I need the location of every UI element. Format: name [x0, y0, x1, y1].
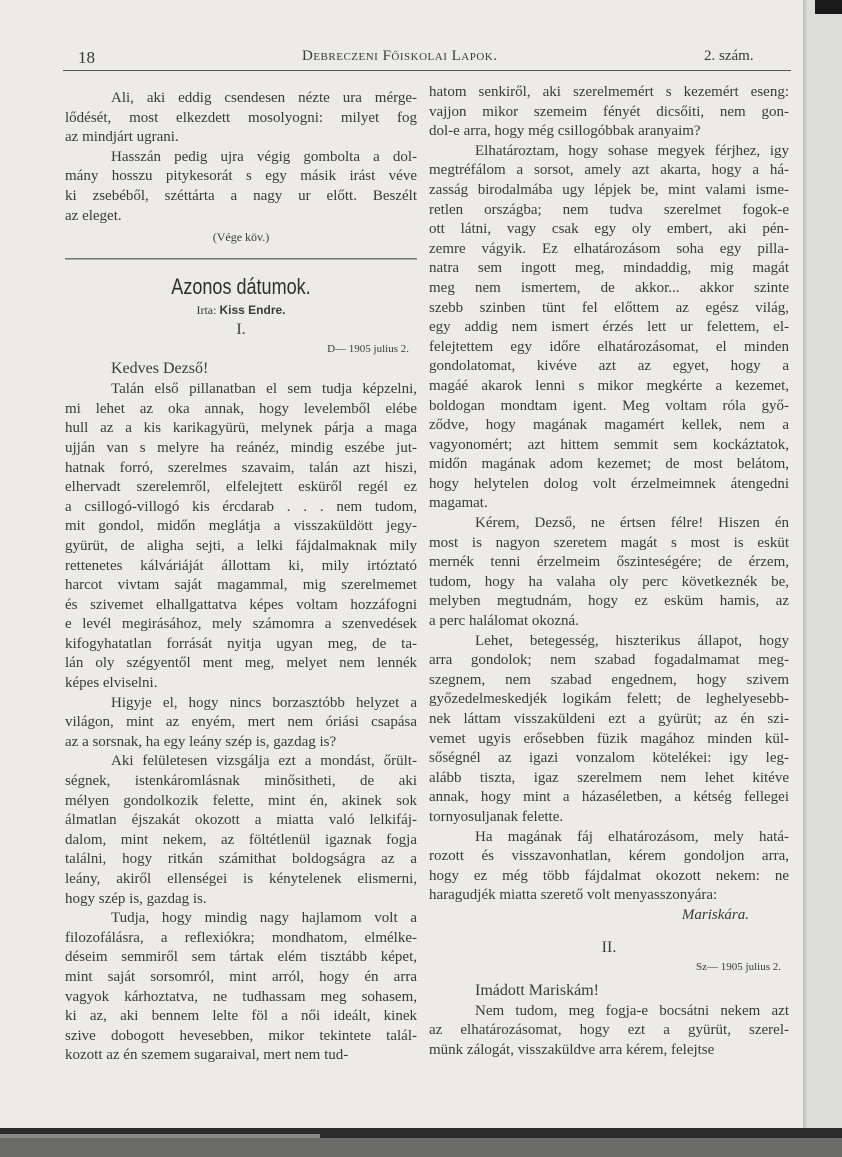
- text-line: ki az, aki bennem lelte föl a női ideált, kinek: [65, 1008, 417, 1025]
- text-line: ujján van s melyre ha reánéz, mindig eszébe jut-: [65, 439, 417, 456]
- page-number: 18: [78, 48, 95, 67]
- text-line: szebb szinben tünt fel előttem az egész világ,: [429, 299, 789, 316]
- text-line: magamat.: [429, 495, 488, 512]
- scan-bottom-gray: [0, 1138, 842, 1157]
- text-line: zasság birodalmába ugy lépjek be, mint valami isme-: [429, 181, 789, 198]
- text-line: ki zsebéből, széttárta a nagy ur előtt. Beszélt: [65, 187, 417, 204]
- paragraph: [65, 694, 417, 753]
- byline-prefix: Irta:: [196, 303, 217, 318]
- text-line: déseim semmiről sem tártak elém tisztább képet,: [65, 949, 417, 966]
- letter-1-numeral: I.: [236, 321, 246, 339]
- text-line: mi lehet az oka annak, hogy levelemből elébe: [65, 400, 417, 417]
- text-line: midőn magának adom kezemet; de most belátom,: [429, 456, 789, 473]
- author-name: Kiss Endre.: [219, 303, 286, 318]
- header-rule: [63, 70, 791, 71]
- text-line: álmatlan éjszakát okozott a miatta való lelkifáj-: [65, 812, 417, 829]
- byline: [65, 300, 417, 320]
- text-line: most is nagyon szeretem magát s most is esküt: [429, 534, 789, 551]
- paragraph: [65, 752, 417, 909]
- text-line: natra sem ingott meg, mindaddig, mig magát: [429, 260, 789, 277]
- text-line: a perc halálomat okozná.: [429, 613, 579, 630]
- text-line: magáé akarok lenni s mikor megkérte a kezemet,: [429, 377, 789, 394]
- text-line: mint saját sorsomról, mint arról, hogy én arra: [65, 968, 417, 985]
- text-line: hull az a kis karikagyürü, melynek párja a maga: [65, 420, 417, 437]
- text-line: hogy helytelen dolog volt érzelmeimnek átengedni: [429, 475, 789, 492]
- issue-number: 2. szám.: [704, 48, 754, 64]
- text-line: meg nem ismertem, de akkor... akkor szinte: [429, 279, 789, 296]
- text-line: Kérem, Dezső, ne értsen félre! Hiszen én: [475, 515, 789, 532]
- paragraph: [65, 380, 417, 694]
- text-line: az elhatározásomat, hogy ezt a gyürüt, szerel-: [429, 1022, 789, 1039]
- text-line: mernék tenni érzelmeim őszinteségére; de érzem,: [429, 554, 789, 571]
- text-line: vagyonomért; azt hittem semmit sem kockáztatok,: [429, 436, 789, 453]
- text-line: Hasszán pedig ujra végig gombolta a dol-: [111, 148, 417, 165]
- text-line: vajjon mikor szemeim fényét dicsőiti, nem gon-: [429, 103, 789, 120]
- text-line: boldogan mondtam igent. Meg voltam róla győ-: [429, 397, 789, 414]
- paragraph: [429, 828, 789, 906]
- text-line: mélyen gondolkozik felette, mint én, akinek sok: [65, 792, 417, 809]
- text-line: Higyje el, hogy nincs borzasztóbb helyzet a: [111, 694, 417, 711]
- text-line: gondolatomat, kivéve azt az egyet, hogy a: [429, 358, 789, 375]
- scan-corner-shadow: [815, 0, 842, 14]
- paragraph: [65, 909, 417, 1066]
- text-line: kifogyhatatlan forrását nyitja ugyan meg, de ta-: [65, 635, 417, 652]
- text-line: hogy ez még több fájdalmat okozott nekem: ne: [429, 867, 789, 884]
- text-line: arra gondolok; nem szabad fogadalmamat meg-: [429, 652, 789, 669]
- paragraph: [429, 514, 789, 632]
- letter-1-date: D— 1905 julius 2.: [327, 343, 409, 356]
- paragraph: [429, 632, 789, 828]
- text-line: tornyosuljanak felette.: [429, 808, 564, 825]
- text-line: a csillogó-villogó kis ércdarab . . . nem tudom,: [65, 498, 417, 515]
- left-column: [65, 89, 417, 1066]
- text-line: e levél megirásához, mely számomra a szenvedések: [65, 616, 417, 633]
- text-line: rozott és visszavonhatlan, kérem gondoljon arra,: [429, 848, 789, 865]
- text-line: ségnek, istenkáromlásnak minősitheti, de aki: [65, 773, 417, 790]
- text-line: haragudjék miatta szerető volt menyasszonyára:: [429, 887, 718, 904]
- text-line: szegnem, nem szabad engednem, hogy szivem: [429, 671, 789, 688]
- text-line: Tudja, hogy mindig nagy hajlamom volt a: [111, 910, 417, 927]
- text-line: harcot vivtam saját magammal, mig szerelmemet: [65, 577, 417, 594]
- paragraph: [65, 89, 417, 148]
- text-line: Ali, aki eddig csendesen nézte ura mérge-: [111, 90, 417, 106]
- letter-2-numeral: II.: [601, 938, 617, 956]
- right-column: [429, 83, 789, 1060]
- text-line: ott látni, vagy csak egy oly embert, aki pén-: [429, 221, 789, 238]
- text-line: megtréfálom a sorsot, amely azt akarta, hogy a há-: [429, 162, 789, 179]
- section-divider: [65, 258, 417, 260]
- text-line: Lehet, betegesség, hiszterikus állapot, hogy: [475, 632, 789, 649]
- text-line: Nem tudom, meg fogja-e bocsátni nekem azt: [475, 1002, 789, 1019]
- letter-2-body: [429, 1002, 789, 1061]
- text-line: alább tiszta, igaz szerelmem nem lehet kitéve: [429, 769, 789, 786]
- underlying-page: [807, 0, 842, 1130]
- text-line: hatom senkiről, aki szerelmemért s kezemért eseng:: [429, 84, 789, 100]
- paragraph: [429, 1002, 789, 1061]
- text-line: sőségnél az igazi vonzalom kötelékei: igy leg-: [429, 750, 789, 767]
- text-line: egy addig nem ismert érzés lett ur felettem, el-: [429, 319, 789, 336]
- paragraph: [65, 148, 417, 226]
- text-line: gyürüt, de aligha sejti, a lelki fájdalmaknak mily: [65, 537, 417, 554]
- text-line: elhervadt szerelemről, elfelejtett esküről regél ez: [65, 479, 417, 496]
- text-line: münk zálogát, visszaküldve arra kérem, felejtse: [429, 1041, 715, 1058]
- text-line: felejtettem egy időre elhatározásomat, el minden: [429, 338, 789, 355]
- text-line: rettenetes kálváriáját állottam ki, mily irtóztató: [65, 557, 417, 574]
- text-line: vagyok kárhoztatva, ne tudhassam meg sohasem,: [65, 988, 417, 1005]
- text-line: Elhatároztam, hogy sohase megyek férjhez, igy: [475, 142, 789, 159]
- text-line: lődését, most elkezdett mosolyogni: milyet fog: [65, 109, 417, 126]
- text-line: hatnak forró, szerelmes szavaim, talán azt hiszi,: [65, 459, 417, 476]
- text-line: és szivemet elhallgattatva képes voltam hozzáfogni: [65, 596, 417, 613]
- text-line: Talán első pillanatban el sem tudja képzelni,: [111, 381, 417, 398]
- text-line: leány, akiről ellenségei is kénytelenek elismerni,: [65, 871, 417, 887]
- text-line: nek láttam visszaküldeni ezt a gyürüt; az én szi-: [429, 711, 789, 727]
- text-line: Ha magának fáj elhatározásom, mely hatá-: [475, 828, 789, 845]
- text-line: képes elviselni.: [65, 675, 158, 692]
- paragraph: [429, 142, 789, 514]
- text-line: melyben megtudnám, hogy ez esküm hamis, az: [429, 593, 789, 610]
- paragraph: [429, 83, 789, 142]
- text-line: tudom, hogy ha valaha oly perc következnék be,: [429, 573, 789, 590]
- continued-note: (Vége köv.): [212, 230, 270, 245]
- text-line: annak, hogy mint a házaséletben, a kétség fellegei: [429, 789, 789, 806]
- letter-2-salutation: Imádott Mariskám!: [475, 981, 599, 999]
- letter-1-body-left: [65, 380, 417, 1066]
- previous-story-ending: [65, 89, 417, 226]
- text-line: kozott az én szemem sugaraival, mert nem tud-: [65, 1047, 349, 1064]
- text-line: dalom, mint nekem, az föltétlenül igaznak fogja: [65, 831, 417, 848]
- text-line: az a sorsnak, ha egy leány szép is, gazdag is?: [65, 733, 337, 750]
- text-line: dol-e arra, hogy még csillogóbbak aranyaim?: [429, 123, 701, 140]
- letter-1-salutation: Kedves Dezső!: [111, 360, 209, 378]
- journal-title: Debreczeni Főiskolai Lapok.: [302, 48, 498, 64]
- text-line: Aki felületesen vizsgálja ezt a mondást, őrült-: [111, 753, 417, 770]
- text-line: szive dobogott hevesebben, mikor tekintete talál-: [65, 1027, 417, 1044]
- letter-1-signature: Mariskára.: [681, 906, 749, 923]
- text-line: mány hosszu pitykesorát s egy másik irást véve: [65, 168, 417, 185]
- article-title: Azonos dátumok.: [171, 274, 311, 300]
- text-line: ződve, hogy magának magamért kellek, nem a: [429, 417, 789, 434]
- text-line: az mindjárt ugrani.: [65, 129, 179, 146]
- letter-1-body-right: [429, 83, 789, 906]
- text-line: találni, hogy ritkán számithat boldogságra az a: [65, 851, 417, 868]
- text-line: győzedelmeskedjék logikám felett; de leghelyesebb-: [429, 691, 789, 708]
- text-line: zemre vágyik. Ez elhatározásom soha egy pilla-: [429, 240, 789, 257]
- text-line: világon, mint az enyém, mert nem óriási csapása: [65, 714, 417, 731]
- text-line: retlen országba; nem tudva szerelmet fogok-e: [429, 201, 789, 218]
- text-line: mit gondol, midőn meglátja a visszaküldött jegy-: [65, 518, 417, 535]
- text-line: vemet ugyis erősebben füzik magához minden kül-: [429, 730, 789, 747]
- text-line: az eleget.: [65, 207, 122, 224]
- letter-2-date: Sz— 1905 julius 2.: [696, 960, 781, 973]
- text-line: hogy szép is, gazdag is.: [65, 890, 207, 907]
- text-line: lán oly szégyentől ment meg, melyet nem lennék: [65, 655, 417, 672]
- text-line: filozofálásra, a reflexiókra; mondhatom, elmélke-: [65, 929, 417, 946]
